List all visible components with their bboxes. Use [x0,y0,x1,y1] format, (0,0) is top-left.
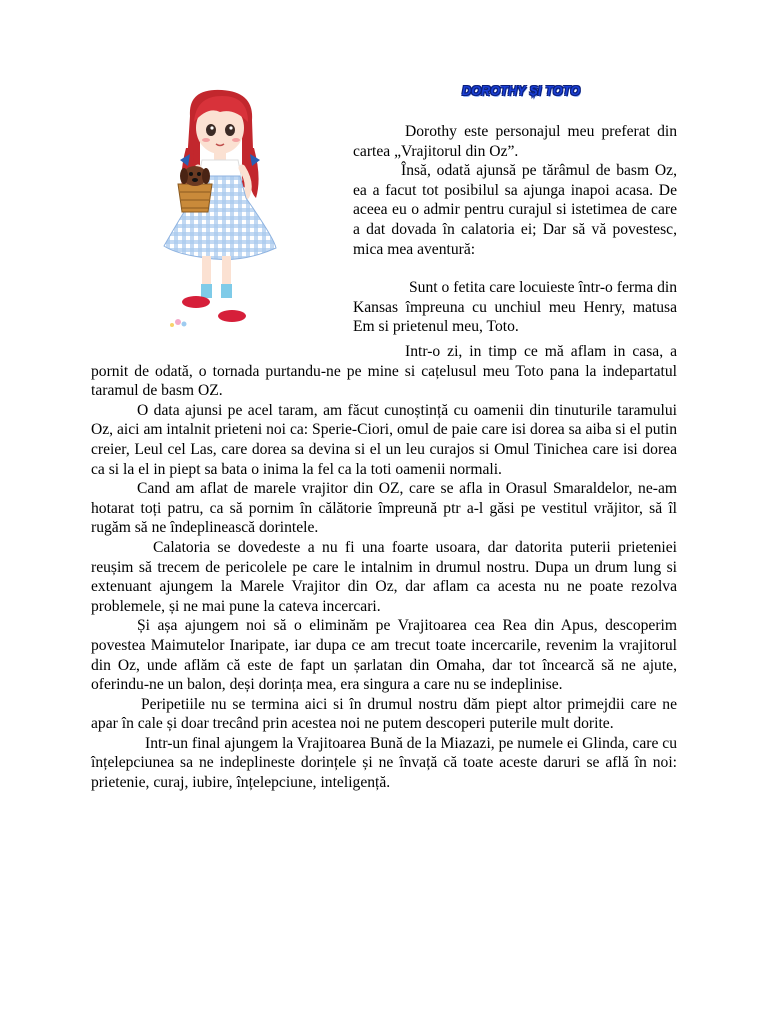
paragraph: Cand am aflat de marele vrajitor din OZ, care se afla in Orasul Smaraldelor, ne-am hotarat toți patru, ca să pornim în călătorie împreună ptr a-l găsi pe vestitul vrăjitor, să îl rugăm să ne îndeplinească dorintele. [91,480,677,537]
paragraph: Peripetiile nu se termina aici si în drumul nostru dăm piept altor primejdii care ne apar în cale și doar trecând prin acestea noi ne putem descoperi puterile mult dorite. [91,695,677,733]
paragraph: Intr-o zi, in timp ce mă aflam in casa, a pornit de odată, o tornada purtandu-ne pe mine si cațelusul meu Toto pana la indepartatul taramul de basm OZ. [91,343,677,400]
story-text [91,122,677,793]
document-title: DOROTHY ȘI TOTO [462,84,581,98]
illustration-spacer [91,122,353,342]
paragraph: Intr-un final ajungem la Vrajitoarea Bună de la Miazazi, pe numele ei Glinda, care cu înțelepciunea sa ne indeplineste dorințele și ne învață că toate aceste daruri se află în noi: prietenie, curaj, iubire, înțelepciune, inteligență. [91,734,677,792]
paragraph: Sunt o fetita care locuieste într-o ferma din Kansas împreuna cu unchiul meu Henry, matusa Em si prietenul meu, Toto. [353,279,677,336]
paragraph: Însă, odată ajunsă pe tărâmul de basm Oz, ea a facut tot posibilul sa ajunga inapoi acasa. De aceea eu o admir pentru curajul si istetimea de care a dat dovada în calatoria ei; Dar să vă povestesc, mica mea aventură: [353,162,677,258]
paragraph: Dorothy este personajul meu preferat din cartea „Vrajitorul din Oz”. [353,123,677,160]
paragraph: Și așa ajungem noi să o eliminăm pe Vrajitoarea cea Rea din Apus, descoperim povestea Maimutelor Inaripate, iar dupa ce am trecut toate incercarile, revenim la vrajitorul din Oz, unde aflăm că este de fapt un șarlatan din Omaha, dar tot încearcă să ne ajute, oferindu-ne un balon, deși dorința mea, era singura a care nu se indeplinise. [91,617,677,694]
paragraph: Calatoria se dovedeste a nu fi una foarte usoara, dar datorita puterii prieteniei reușim să trecem de pericolele pe care le intalnim in drumul nostru. Dupa un drum lung si extenuant ajungem la Marele Vrajitor din Oz, dar aflam ca acesta nu ne poate rezolva problemele, și ne mai pune la cateva incercari. [91,538,677,615]
paragraph: O data ajunsi pe acel taram, am făcut cunoștință cu oamenii din tinuturile taramului Oz, aici am intalnit prieteni noi ca: Sperie-Ciori, omul de paie care isi dorea sa aiba si el putin creier, Leul cel Las, care dorea sa devina si el un leu curajos si Omul Tinichea care isi dorea ca si la el in piept sa bata o inima la fel ca la toti oamenii normali. [91,401,677,478]
